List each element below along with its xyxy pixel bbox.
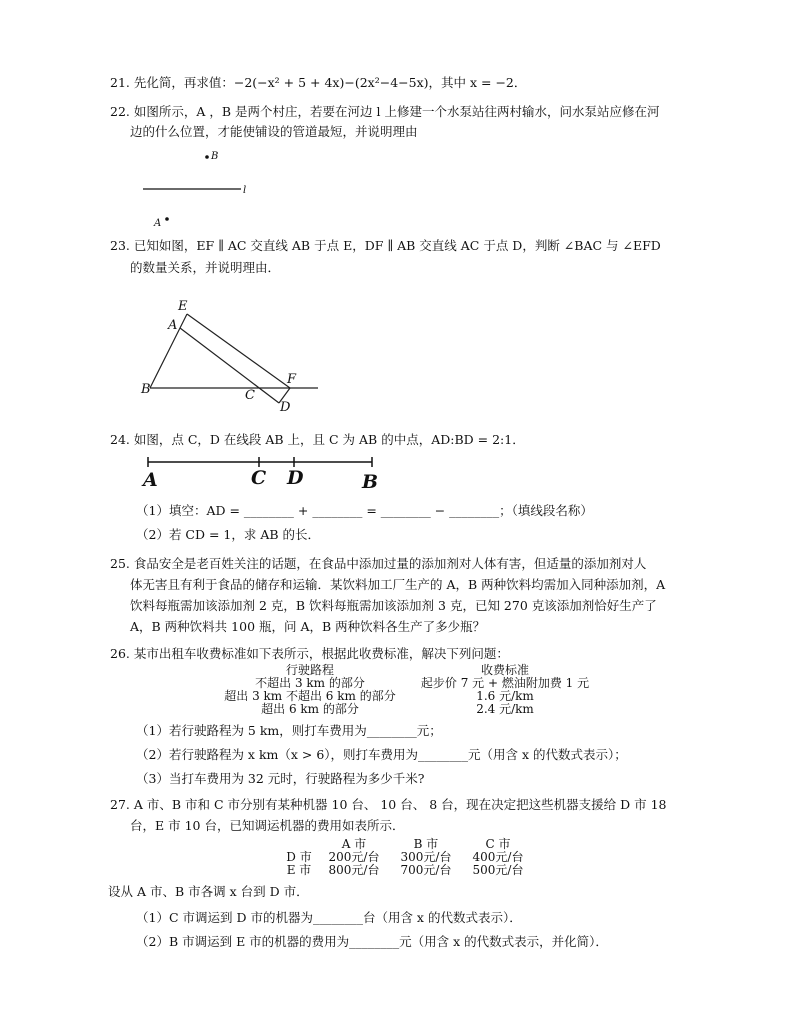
q26-row2-distance: 超出 3 km 不超出 6 km 的部分 [224,689,396,703]
q24-label-b: B [362,471,379,493]
q26-row3-distance: 超出 6 km 的部分 [261,702,359,716]
q23-label-c: C [245,388,255,403]
q25-line2: 体无害且有利于食品的储存和运输．某饮料加工厂生产的 A，B 两种饮料均需加入同种添加剂，A [130,577,666,592]
q23-label-a: A [168,318,178,333]
q26-row1-distance: 不超出 3 km 的部分 [255,676,365,690]
q23-label-e: E [178,299,188,314]
q23-label-b: B [141,382,151,397]
q22-label-l: l [243,185,247,196]
q24-label-c: C [251,467,267,489]
q27-sub1: （1）C 市调运到 D 市的机器为________台（用含 x 的代数式表示）． [136,910,522,925]
q22-label-b: B [211,151,219,162]
q26-head-fee: 收费标准 [480,663,529,677]
q22-line1: 22. 如图所示，A ，B 是两个村庄，若要在河边 l 上修建一个水泵站往两村输水，问水泵站应修在河 [110,104,660,119]
q25-line1: 25. 食品安全是老百姓关注的话题，在食品中添加过量的添加剂对人体有害，但适量的添加剂对人 [110,556,647,571]
q26-row2-fee: 1.6 元/km [476,689,534,703]
q26-sub1: （1）若行驶路程为 5 km，则打车费用为________元； [136,723,442,738]
q27-row-d-a: 200元/台 [328,850,380,864]
q24-label-d: D [287,467,304,489]
q26-sub3: （3）当打车费用为 32 元时，行驶路程为多少千米? [136,771,425,786]
q26-row1-fee: 起步价 7 元 + 燃油附加费 1 元 [420,676,590,690]
q27-head-b: B 市 [413,837,439,851]
q23-label-f: F [287,372,297,387]
q23-label-d: D [280,400,291,415]
q27-line1: 27. A 市、B 市和 C 市分别有某种机器 10 台、 10 台、 8 台，现在决定把这些机器支援给 D 市 18 [110,797,667,812]
q24-sub2: （2）若 CD = 1，求 AB 的长． [136,527,321,542]
q26-head-distance: 行驶路程 [285,663,334,677]
q27-row-d-b: 300元/台 [400,850,452,864]
q23-line1: 23. 已知如图，EF ∥ AC 交直线 AB 于点 E，DF ∥ AB 交直线 AC 于点 D，判断 ∠BAC 与 ∠EFD [110,238,661,253]
q27-line2: 台，E 市 10 台，已知调运机器的费用如表所示． [130,818,405,833]
q22-line2: 边的什么位置，才能使铺设的管道最短，并说明理由 [130,124,418,139]
q27-row-e-label: E 市 [286,863,312,877]
q27-head-c: C 市 [485,837,511,851]
q26-row3-fee: 2.4 元/km [476,702,534,716]
q21-text: 21. 先化简，再求值：−2(−x² + 5 + 4x)−(2x²−4−5x)，其中 x = −2． [110,75,527,90]
q25-line3: 饮料每瓶需加该添加剂 2 克，B 饮料每瓶需加该添加剂 3 克，已知 270 克该添加剂恰好生产了 [130,598,657,613]
q27-row-e-a: 800元/台 [328,863,380,877]
q27-line3: 设从 A 市、B 市各调 x 台到 D 市． [108,884,309,899]
q27-row-e-b: 700元/台 [400,863,452,877]
q22-label-a: A [154,218,162,229]
q26-sub2: （2）若行驶路程为 x km（x > 6），则打车费用为________元（用含 x 的代数式表示）； [136,747,627,762]
q24-label-a: A [143,469,158,491]
q23-line2: 的数量关系，并说明理由． [130,260,281,275]
q24-sub1: （1）填空：AD = ________ + ________ = ________ − ________；（填线段名称） [136,503,593,518]
q27-head-a: A 市 [341,837,367,851]
q27-row-d-c: 400元/台 [472,850,524,864]
q27-row-d-label: D 市 [286,850,312,864]
q24-line1: 24. 如图，点 C，D 在线段 AB 上，且 C 为 AB 的中点，AD:BD = 2:1． [110,432,525,447]
q26-line1: 26. 某市出租车收费标准如下表所示，根据此收费标准，解决下列问题： [110,646,509,661]
q27-row-e-c: 500元/台 [472,863,524,877]
q27-sub2: （2）B 市调运到 E 市的机器的费用为________元（用含 x 的代数式表示，并化简）． [136,934,608,949]
q25-line4: A，B 两种饮料共 100 瓶，问 A，B 两种饮料各生产了多少瓶？ [130,619,486,634]
